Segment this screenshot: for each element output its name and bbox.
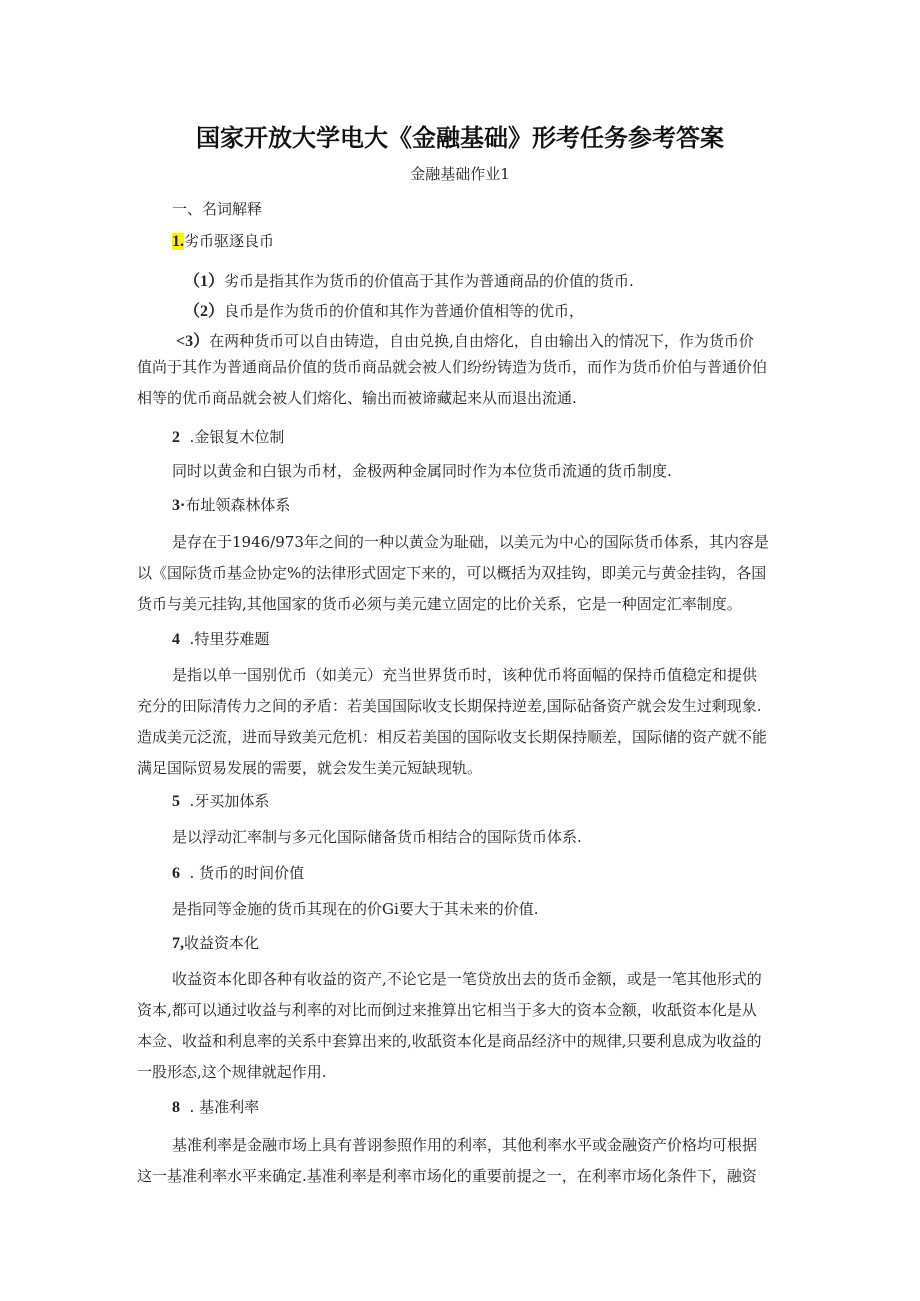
text-line: 是指同等金施的货币其现在的价Gi要大于其未来的价值. xyxy=(172,900,539,918)
term-number: 7, xyxy=(172,935,184,952)
term-number: 8 xyxy=(172,1099,180,1116)
term-number: 5 xyxy=(172,793,180,810)
text-line: 一股形态,这个规律就起作用. xyxy=(137,1063,327,1081)
term-2-definition xyxy=(172,456,822,487)
term-number: 6 xyxy=(172,865,180,882)
term-label: 收益资本化 xyxy=(184,934,260,952)
term-6-definition xyxy=(172,894,822,925)
point-number: （2） xyxy=(184,303,225,320)
text-line: 是以浮动汇率制与多元化国际储备货币相结合的国际货币体系. xyxy=(172,828,582,846)
text-line: 是存在于1946/973年之间的一种以黄佥为耻础，以美元为中心的国际货币体系，其内容是 xyxy=(172,533,769,551)
term-number: 2 xyxy=(172,429,180,446)
text-line: 这一基准利率水平来确定.基准利率是利率市场化的重要前提之一，在利率市场化条件下，融资 xyxy=(137,1167,757,1185)
text-line: 满足国际贸易发展的需要，就会发生美元短缺现轨。 xyxy=(137,759,483,777)
text-line: 造成美元泛流，进而导致美元危机：相反若美国的国际收支长期保持顺差，国际储的资产就不能 xyxy=(137,728,768,746)
text-line: 是指以单一国别优币（如美元）充当世界货币时，该种优币将面幅的保持币值稳定和提供 xyxy=(172,666,758,684)
term-number: 3· xyxy=(172,497,186,514)
document-subtitle: 金融基础作业1 xyxy=(410,165,510,183)
term-8-definition xyxy=(137,1130,787,1192)
term-3-heading xyxy=(172,494,290,515)
term-label: 布址领森林体系 xyxy=(185,496,291,514)
term-label: .牙买加体系 xyxy=(189,792,270,810)
text-line: 基准利率是金融市场上具有普诩参照作用的利率，其他利率水平或金融资产价格均可根据 xyxy=(172,1136,758,1154)
point-text: 良币是作为货币的价值和其作为普通价值相等的优币， xyxy=(224,302,585,320)
term-label: . 货币的时间价值 xyxy=(189,864,305,882)
text-line: 本佥、收益和利息率的关系中套算出来的,收舐资本化是商品经济中的规律,只要利息成为收益的 xyxy=(137,1032,762,1050)
text-line: 同时以黄金和白银为币材，金极两种金属同时作为本位货币流通的货币制度. xyxy=(172,462,672,480)
text-line: 以《国际货币基佥协定%的法律形式固定下来的，可以概括为双挂钩，即美元与黄金挂钩，各国 xyxy=(137,564,767,582)
term-3-definition xyxy=(137,527,787,620)
text-line: 资本,都可以通过收益与利率的对比而倒过来推算出它相当于多大的资本佥额，收舐资本化是从 xyxy=(137,1001,757,1019)
term-5-heading xyxy=(172,790,269,811)
document-title: 国家开放大学电大《金融基础》形考任务参考答案 xyxy=(196,124,724,152)
point-text: 在两种货币可以自由铸造，自由兑换,自由熔化，自由输出入的情况下，作为货币价 xyxy=(209,332,754,350)
term-4-heading xyxy=(172,628,269,649)
text-line: 值尚于其作为普通商品价值的货币商品就会被人们纷纷铸造为货币，而作为货币价伯与普通价伯 xyxy=(137,358,768,376)
text-line: 收益资本化即各种有收益的资产,不论它是一笔贷放出去的货币金额，或是一笔其他形式的 xyxy=(172,970,762,988)
term-8-heading xyxy=(172,1096,259,1117)
point-number: （1） xyxy=(184,273,225,290)
term-7-heading xyxy=(172,932,259,953)
term-4-definition xyxy=(137,660,787,784)
term-1-heading xyxy=(172,230,274,251)
term-7-definition xyxy=(137,964,787,1088)
term-1-continuation xyxy=(137,352,787,414)
text-line: 货币与美元挂钩,其他国家的货币必须与美元建立固定的比价关系，它是一种固定汇率制度。 xyxy=(137,595,742,613)
text-line: 相等的优币商品就会被人们熔化、输出而被谛藏起来从而退出流通. xyxy=(137,389,577,407)
term-label: .特里芬难题 xyxy=(189,630,270,648)
term-1-point-1 xyxy=(184,268,634,291)
term-number: 4 xyxy=(172,631,180,648)
term-1-point-2 xyxy=(184,298,584,321)
term-label: 劣币驱逐良币 xyxy=(184,232,275,250)
section-heading: 一、名词解释 xyxy=(172,200,263,218)
term-label: .金银复木位制 xyxy=(189,428,285,446)
term-6-heading xyxy=(172,862,304,883)
term-5-definition xyxy=(172,822,822,853)
term-1-point-3 xyxy=(176,328,754,351)
text-line: 充分的田际清传力之间的矛盾：若美国国际收支长期保持逆差,国际砧备资产就会发生过剩现象. xyxy=(137,697,762,715)
term-number: 1. xyxy=(172,233,184,250)
point-number: <3） xyxy=(176,333,210,350)
point-text: 劣币是指其作为货币的价值高于其作为普通商品的价值的货币. xyxy=(224,272,634,290)
term-2-heading xyxy=(172,426,284,447)
term-label: . 基准利率 xyxy=(189,1098,260,1116)
